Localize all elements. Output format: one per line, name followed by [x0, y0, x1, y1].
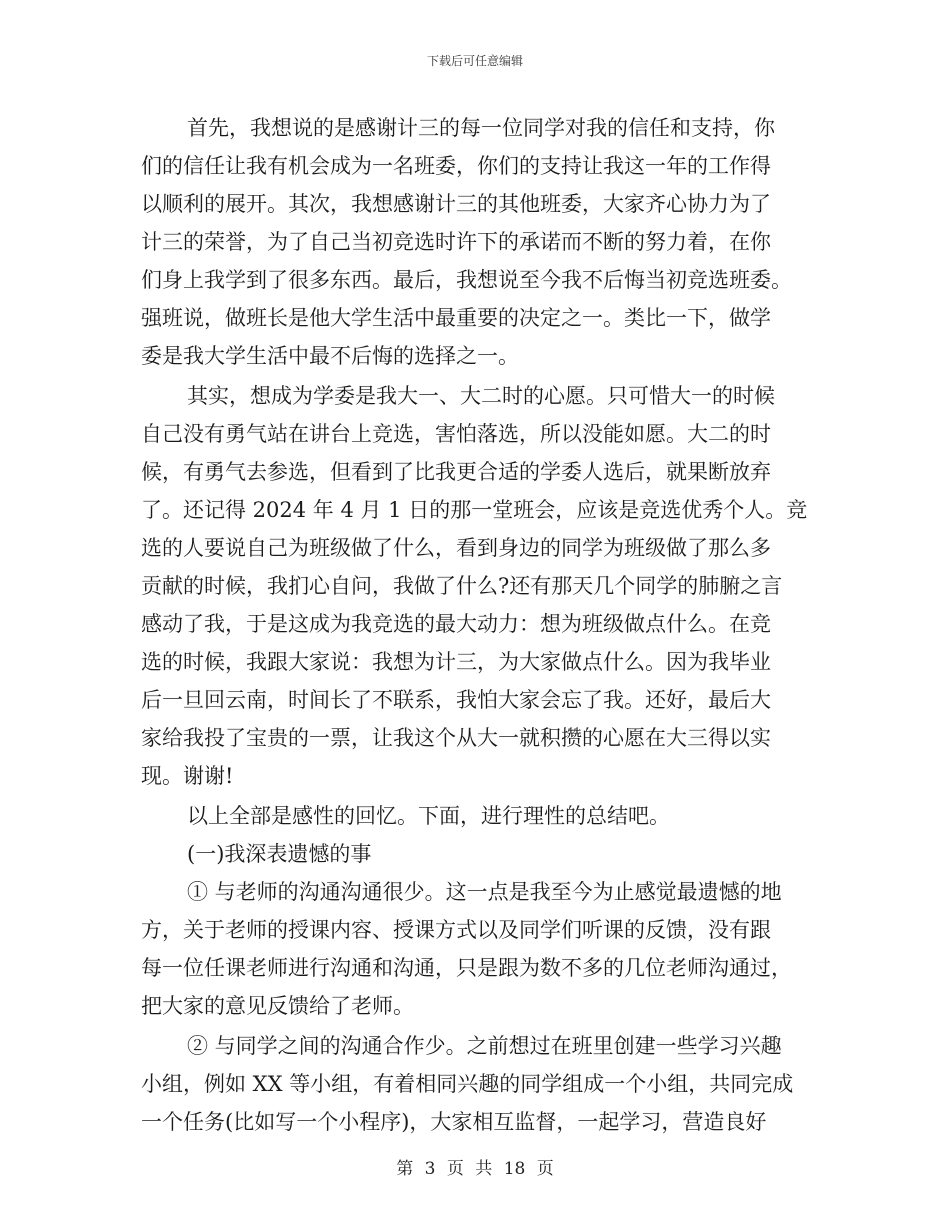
text-line: 贡献的时候，我扪心自问，我做了什么?还有那天几个同学的肺腑之言	[141, 574, 783, 598]
text-line: 把大家的意见反馈给了老师。	[141, 994, 414, 1018]
text-line: 们的信任让我有机会成为一名班委，你们的支持让我这一年的工作得	[141, 154, 771, 178]
text-line: 选的人要说自己为班级做了什么，看到身边的同学为班级做了那么多	[141, 536, 771, 560]
text-line: 其实，想成为学委是我大一、大二时的心愿。只可惜大一的时候	[187, 384, 775, 408]
text-line: 计三的荣誉，为了自己当初竞选时许下的承诺而不断的努力着，在你	[141, 230, 771, 254]
section-heading: (一)我深表遗憾的事	[187, 842, 372, 866]
text-line: 以上全部是感性的回忆。下面，进行理性的总结吧。	[187, 804, 670, 828]
text-line: ① 与老师的沟通沟通很少。这一点是我至今为止感觉最遗憾的地	[187, 880, 782, 904]
text-line: 了。还记得 2024 年 4 月 1 日的那一堂班会，应该是竞选优秀个人。竞	[141, 498, 808, 522]
text-line: 方，关于老师的授课内容、授课方式以及同学们听课的反馈，没有跟	[141, 918, 771, 942]
text-line: ② 与同学之间的沟通合作少。之前想过在班里创建一些学习兴趣	[187, 1034, 782, 1058]
text-line: 感动了我，于是这成为我竞选的最大动力：想为班级做点什么。在竞	[141, 612, 771, 636]
document-body	[141, 109, 811, 1141]
page-number: 第 3 页 共 18 页	[396, 1159, 554, 1179]
text-line: 以顺利的展开。其次，我想感谢计三的其他班委，大家齐心协力为了	[141, 192, 771, 216]
text-line: 每一位任课老师进行沟通和沟通，只是跟为数不多的几位老师沟通过，	[141, 956, 792, 980]
download-note: 下载后可任意编辑	[426, 54, 523, 68]
text-line: 一个任务(比如写一个小程序)，大家相互监督，一起学习，营造良好	[141, 1110, 767, 1134]
text-line: 现。谢谢!	[141, 764, 234, 788]
text-line: 首先，我想说的是感谢计三的每一位同学对我的信任和支持，你	[187, 116, 775, 140]
text-line: 选的时候，我跟大家说：我想为计三，为大家做点什么。因为我毕业	[141, 650, 771, 674]
text-line: 候，有勇气去参选，但看到了比我更合适的学委人选后，就果断放弃	[141, 460, 771, 484]
text-line: 小组，例如 XX 等小组，有着相同兴趣的同学组成一个小组，共同完成	[141, 1072, 794, 1096]
text-line: 委是我大学生活中最不后悔的选择之一。	[141, 344, 519, 368]
text-line: 后一旦回云南，时间长了不联系，我怕大家会忘了我。还好，最后大	[141, 688, 771, 712]
text-line: 家给我投了宝贵的一票，让我这个从大一就积攒的心愿在大三得以实	[141, 726, 771, 750]
text-line: 强班说，做班长是他大学生活中最重要的决定之一。类比一下，做学	[141, 306, 771, 330]
text-line: 自己没有勇气站在讲台上竞选，害怕落选，所以没能如愿。大二的时	[141, 422, 771, 446]
text-line: 们身上我学到了很多东西。最后，我想说至今我不后悔当初竞选班委。	[141, 268, 792, 292]
